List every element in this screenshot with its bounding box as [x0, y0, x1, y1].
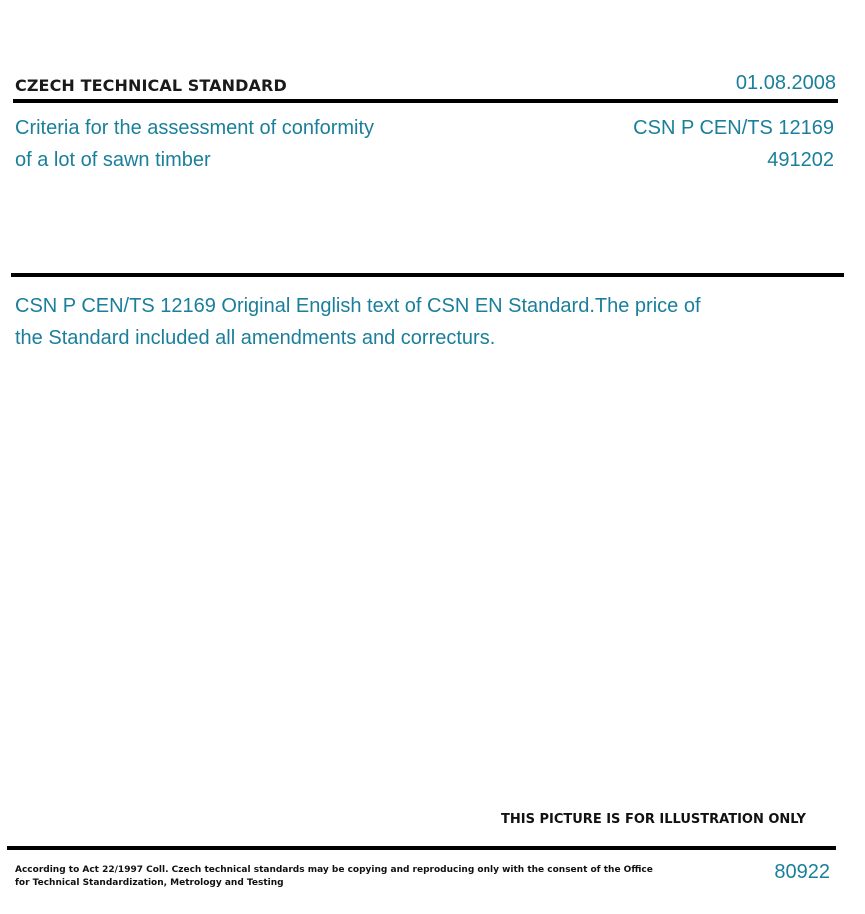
header-divider	[13, 99, 838, 103]
standard-description: CSN P CEN/TS 12169 Original English text of CSN EN Standard.The price of the Standard included all amendments and correcturs.	[15, 295, 701, 349]
document-number: 80922	[774, 861, 830, 883]
legal-notice	[15, 864, 653, 890]
legal-notice-line-2: for Technical Standardization, Metrology and Testing	[15, 878, 284, 888]
standard-title-line-1: Criteria for the assessment of conformity	[15, 117, 375, 139]
standard-title-line-2: of a lot of sawn timber	[15, 149, 211, 171]
standard-class-number: 491202	[767, 149, 834, 171]
document-header-title: CZECH TECHNICAL STANDARD	[15, 76, 287, 95]
standard-code: CSN P CEN/TS 12169	[633, 117, 834, 139]
illustration-note: THIS PICTURE IS FOR ILLUSTRATION ONLY	[501, 812, 806, 827]
legal-notice-line-1: According to Act 22/1997 Coll. Czech technical standards may be copying and reproducing only with the consent of the Office	[15, 865, 653, 875]
section-divider	[11, 273, 844, 277]
publication-date: 01.08.2008	[735, 72, 836, 94]
footer-divider	[7, 846, 836, 850]
